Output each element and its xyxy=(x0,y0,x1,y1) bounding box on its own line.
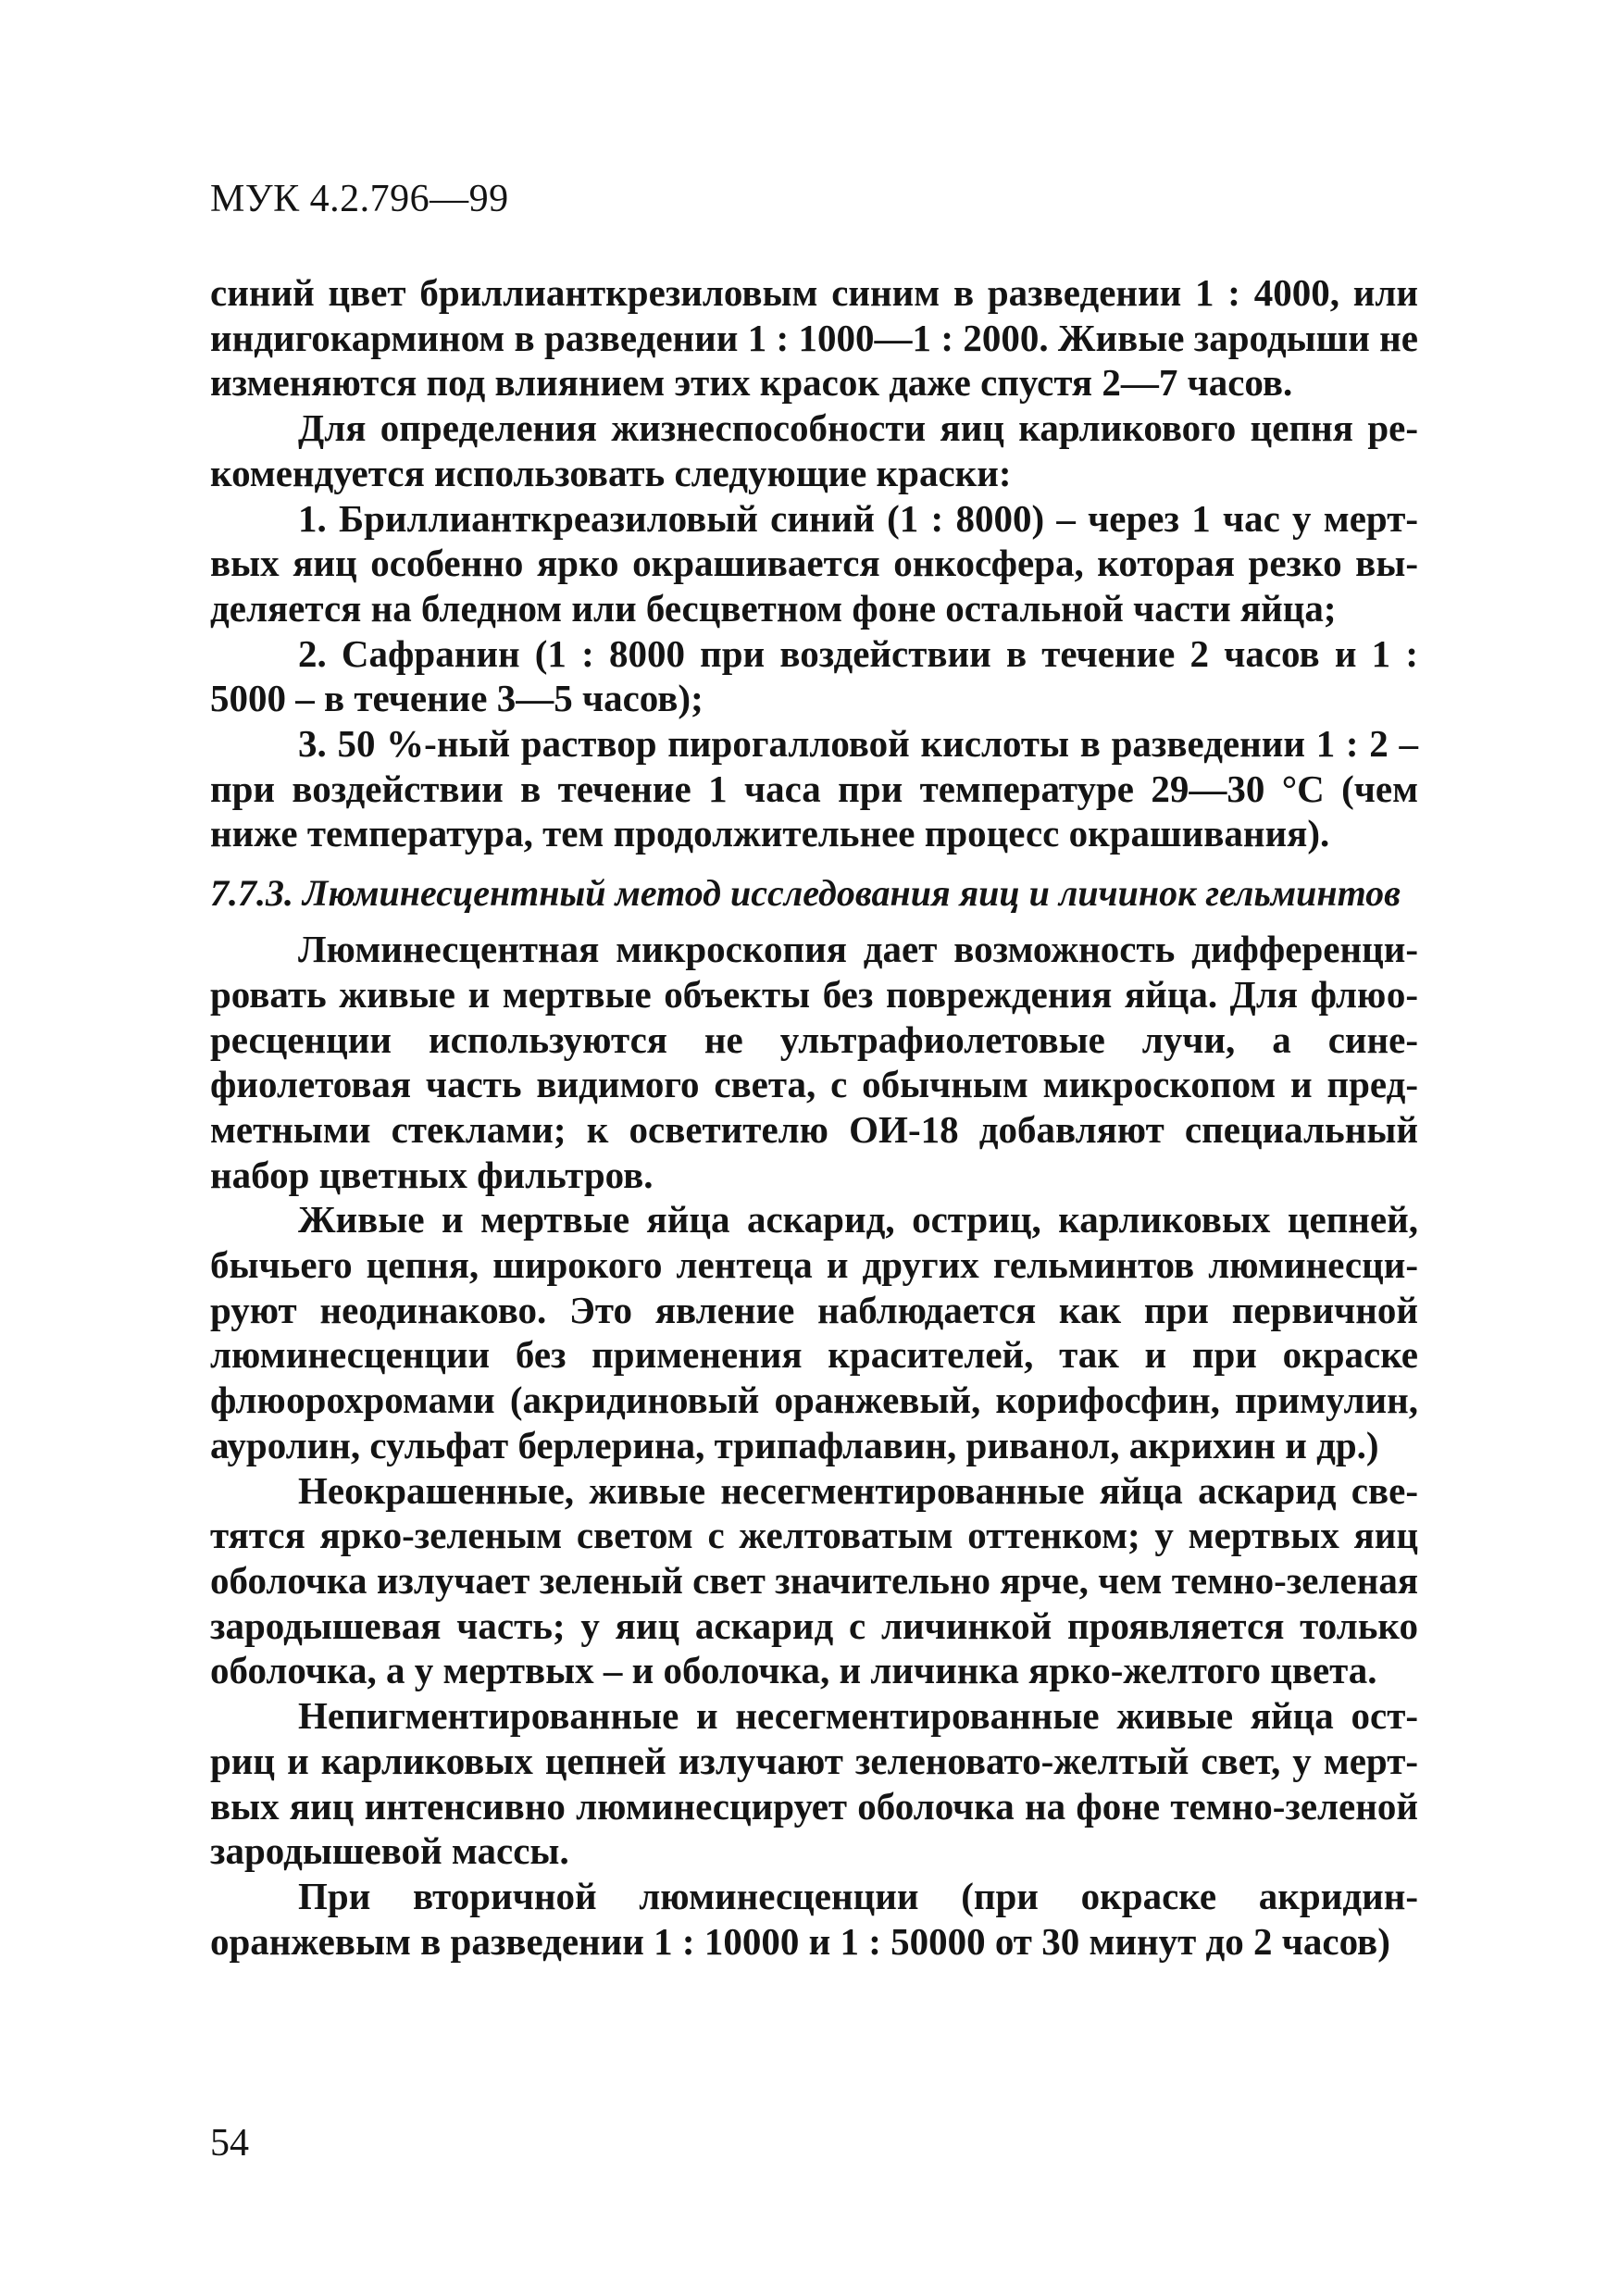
list-item-dye-2: 2. Сафранин (1 : 8000 при воздействии в течение 2 часов и 1 : 5000 – в течение 3—5 часов); xyxy=(210,631,1418,720)
paragraph-ascarid-eggs: Неокрашенные, живые несегментированные яйца аскарид светятся ярко-зеленым светом с желтоватым оттенком; у мертвых яиц оболочка излучает зеленый свет значительно ярче, чем темно-зеленая зародышевая часть; у яиц аскарид с личинкой проявляется только оболочка, а у мертвых – и оболочка, и личинка ярко-желтого цвета. xyxy=(210,1468,1418,1692)
section-heading: 7.7.3. Люминесцентный метод исследования яиц и личинок гельминтов xyxy=(210,872,1401,915)
list-item-dye-1: 1. Бриллианткреазиловый синий (1 : 8000) – через 1 час у мертвых яиц особенно ярко окрашивается онкосфера, которая резко выделяется на бледном или бесцветном фоне остальной части яйца; xyxy=(210,496,1418,630)
running-head: МУК 4.2.796—99 xyxy=(210,178,509,220)
body-text xyxy=(210,270,1418,1964)
paragraph-dyes-intro: Для определения жизнеспособности яиц карликового цепня рекомендуется использовать следующие краски: xyxy=(210,406,1418,494)
paragraph-secondary-luminescence: При вторичной люминесценции (при окраске акридин-оранжевым в разведении 1 : 10000 и 1 : 50000 от 30 минут до 2 часов) xyxy=(210,1874,1418,1963)
page-number: 54 xyxy=(210,2122,249,2165)
paragraph-microscopy: Люминесцентная микроскопия дает возможность дифференцировать живые и мертвые объекты без повреждения яйца. Для флюоресценции используются не ультрафиолетовые лучи, а синефиолетовая часть видимого света, с обычным микроскопом и предметными стеклами; к осветителю ОИ-18 добавляют специальный набор цветных фильтров. xyxy=(210,928,1418,1196)
list-item-dye-3: 3. 50 %-ный раствор пирогалловой кислоты в разведении 1 : 2 – при воздействии в течение 1 часа при температуре 29—30 °С (чем ниже температура, тем продолжительнее процесс окрашивания). xyxy=(210,722,1418,855)
paragraph-eggs-luminescence: Живые и мертвые яйца аскарид, остриц, карликовых цепней, бычьего цепня, широкого лентеца и других гельминтов люминесцируют неодинаково. Это явление наблюдается как при первичной люминесценции без применения красителей, так и при окраске флюорохромами (акридиновый оранжевый, корифосфин, примулин, ауролин, сульфат берлерина, трипафлавин, риванол, акрихин и др.) xyxy=(210,1198,1418,1466)
paragraph-pinworm-eggs: Непигментированные и несегментированные живые яйца остриц и карликовых цепней излучают зеленовато-желтый свет, у мертвых яиц интенсивно люминесцирует оболочка на фоне темно-зеленой зародышевой массы. xyxy=(210,1694,1418,1873)
paragraph-continuation: синий цвет бриллианткрезиловым синим в разведении 1 : 4000, или индигокармином в разведении 1 : 1000—1 : 2000. Живые зародыши не изменяются под влиянием этих красок даже спустя 2—7 часов. xyxy=(210,271,1418,405)
